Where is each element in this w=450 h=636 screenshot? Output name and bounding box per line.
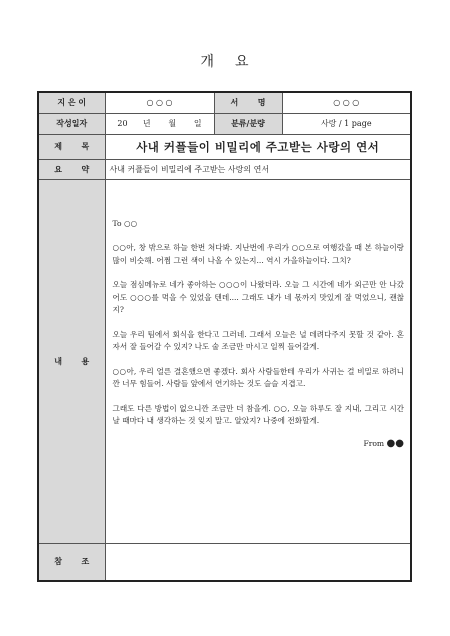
reference-label: 참 조 — [38, 543, 105, 581]
letter-paragraph-5: 그래도 다른 방법이 없으니깐 조금만 더 참을게. ○○, 오늘 하루도 잘 지내, 그리고 시간 날 때마다 내 생각하는 것 잊지 말고. 알았지? 나중에 전화할게. — [112, 403, 404, 425]
row-reference — [38, 543, 411, 581]
date-label: 작성일자 — [38, 113, 105, 134]
letter-paragraph-2: 오늘 점심메뉴로 네가 좋아하는 ○○○이 나왔더라. 오늘 그 시간에 네가 외근만 안 나갔어도 ○○○를 먹을 수 있었을 텐데.... 그래도 내가 네 몫까지 맛있게 잘 먹었으니, 괜찮지? — [112, 280, 404, 314]
date-year: 20 — [117, 119, 128, 128]
sender-mark: ●● — [386, 437, 404, 449]
row-subject — [38, 134, 411, 159]
summary-label: 요 약 — [38, 159, 105, 179]
date-month-unit: 월 — [168, 119, 177, 128]
reference-value[interactable] — [105, 543, 411, 581]
summary-value[interactable]: 사내 커플들이 비밀리에 주고받는 사랑의 연서 — [105, 159, 411, 179]
row-summary — [38, 159, 411, 179]
author-label: 지 은 이 — [38, 92, 105, 113]
summary-form-table — [37, 91, 412, 582]
letter-paragraph-4: ○○아, 우리 얼른 결혼했으면 좋겠다. 회사 사람들한테 우리가 사귀는 걸 비밀로 하려니깐 너무 힘들어. 사람들 앞에서 연기하는 것도 슬슬 지겹고. — [112, 366, 404, 388]
supervisor-value[interactable]: ○ ○ ○ — [282, 92, 411, 113]
author-value[interactable]: ○ ○ ○ — [105, 92, 214, 113]
row-content — [38, 179, 411, 543]
date-year-unit: 년 — [142, 119, 151, 128]
row-date — [38, 113, 411, 134]
letter-paragraph-1: ○○아, 창 밖으로 하늘 한번 쳐다봐. 지난번에 우리가 ○○으로 여행갔을 때 본 하늘이랑 많이 비슷해. 어쩜 그런 색이 나올 수 있는지... 역시 가을하늘이다. 그치? — [112, 243, 404, 265]
letter-signature — [113, 438, 405, 451]
title-char-1: 개 — [200, 54, 215, 70]
document-title — [0, 51, 450, 71]
subject-label: 제 목 — [38, 134, 105, 159]
category-value[interactable]: 사랑 / 1 page — [282, 113, 411, 134]
letter-body[interactable] — [105, 179, 411, 543]
row-author — [38, 92, 411, 113]
category-label: 분류/분량 — [214, 113, 282, 134]
content-label: 내 용 — [38, 179, 105, 543]
date-day-unit: 일 — [193, 119, 202, 128]
from-label: From — [363, 438, 385, 448]
subject-value[interactable]: 사내 커플들이 비밀리에 주고받는 사랑의 연서 — [105, 134, 411, 159]
supervisor-label: 서 명 — [214, 92, 282, 113]
date-value[interactable] — [105, 113, 214, 134]
letter-greeting: To ○○ — [112, 218, 138, 228]
title-char-2: 요 — [235, 54, 250, 70]
letter-paragraph-3: 오늘 우리 팀에서 회식을 한다고 그러네. 그래서 오늘은 널 데려다주지 못할 것 같아. 혼자서 잘 들어갈 수 있지? 나도 술 조금만 마시고 일찍 들어갈게. — [112, 329, 404, 351]
